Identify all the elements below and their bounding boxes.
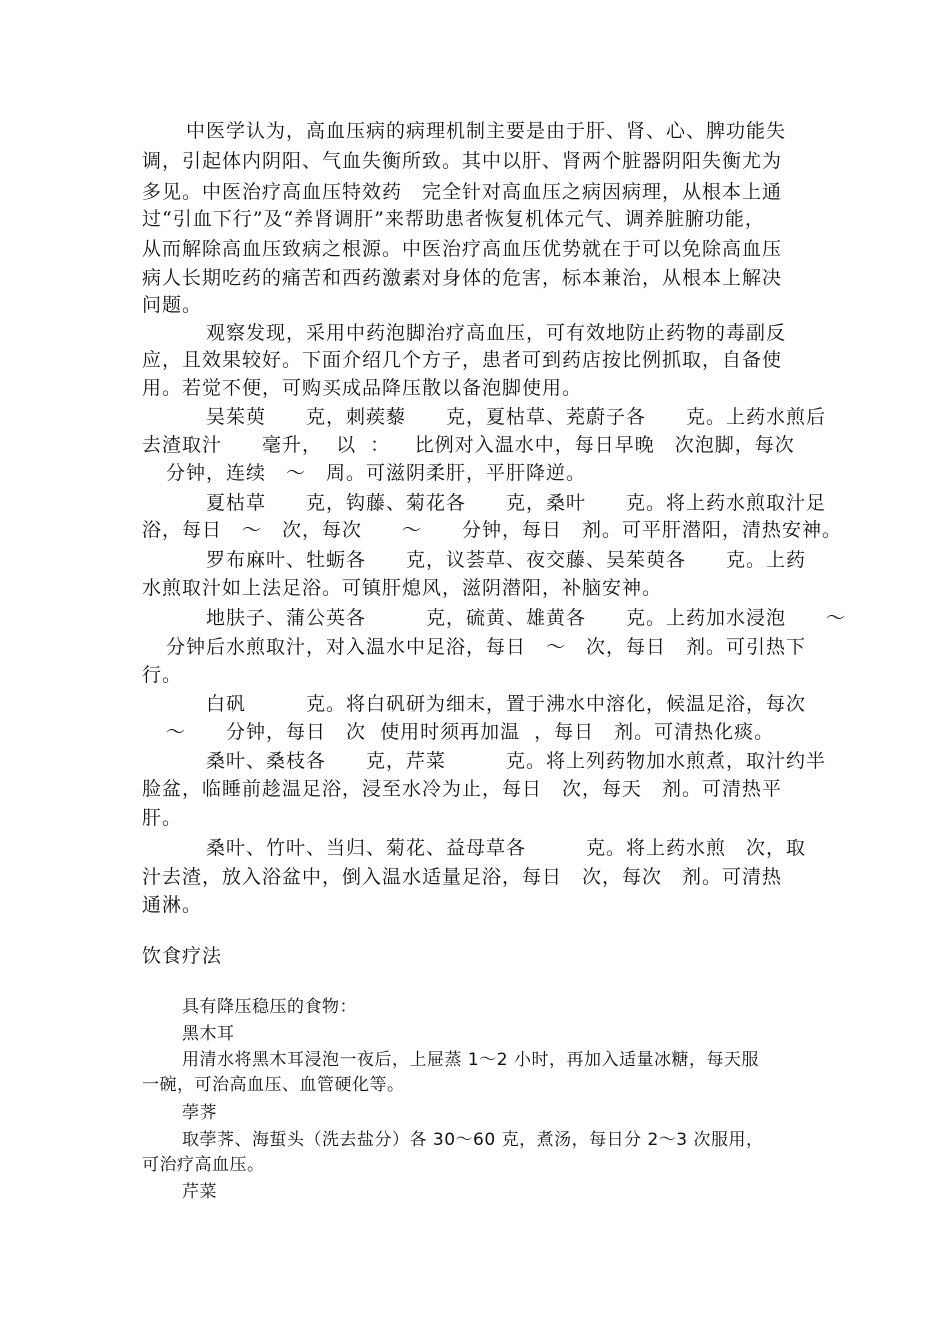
paragraph-line: 肝。: [142, 807, 183, 829]
paragraph-line: 桑叶、竹叶、当归、菊花、益母草各 克。将上药水煎 次，取: [206, 837, 807, 859]
paragraph-line: 中医学认为，高血压病的病理机制主要是由于肝、肾、心、脾功能失: [186, 120, 787, 142]
paragraph-line: 分钟，连续 ～ 周。可滋阴柔肝，平肝降逆。: [166, 462, 587, 484]
paragraph-line: 汁去渣，放入浴盆中，倒入温水适量足浴，每日 次，每次 剂。可清热: [142, 866, 783, 888]
paragraph-line: 问题。: [142, 294, 203, 316]
food-description-line: 可治疗高血压。: [142, 1155, 265, 1175]
food-name: 芹菜: [182, 1182, 217, 1202]
paragraph-line: 多见。中医治疗高血压特效药 完全针对高血压之病因病理，从根本上通: [142, 181, 783, 203]
paragraph-line: 行。: [142, 664, 183, 686]
paragraph-line: 桑叶、桑枝各 克，芹菜 克。将上列药物加水煎煮，取汁约半: [206, 750, 827, 772]
section-heading: 饮食疗法: [142, 945, 223, 967]
food-name: 荸荠: [182, 1103, 217, 1123]
paragraph-line: 脸盆，临睡前趁温足浴，浸至水冷为止，每日 次，每天 剂。可清热平: [142, 778, 783, 800]
paragraph-line: 吴茱萸 克，刺蒺藜 克，夏枯草、茺蔚子各 克。上药水煎后: [206, 406, 827, 428]
paragraph-line: 用。若觉不便，可购买成品降压散以备泡脚使用。: [142, 377, 583, 399]
diet-intro: 具有降压稳压的食物：: [182, 997, 357, 1017]
paragraph-line: 去渣取汁 毫升， 以 ： 比例对入温水中，每日早晚 次泡脚，每次: [142, 434, 795, 456]
food-description-line: 取荸荠、海蜇头（洗去盐分）各 30～60 克，煮汤，每日分 2～3 次服用，: [182, 1130, 764, 1150]
paragraph-line: 地肤子、蒲公英各 克，硫黄、雄黄各 克。上药加水浸泡 ～: [206, 607, 847, 629]
food-name: 黑木耳: [182, 1024, 235, 1044]
paragraph-line: 应，且效果较好。下面介绍几个方子，患者可到药店按比例抓取，自备使: [142, 349, 783, 371]
food-description-line: 用清水将黑木耳浸泡一夜后，上屉蒸 1～2 小时，再加入适量冰糖，每天服: [182, 1050, 759, 1070]
paragraph-line: 白矾 克。将白矾研为细末，置于沸水中溶化，候温足浴，每次: [206, 693, 807, 715]
paragraph-line: 浴，每日 ～ 次，每次 ～ 分钟，每日 剂。可平肝潜阳，清热安神。: [142, 519, 843, 541]
paragraph-line: 罗布麻叶、牡蛎各 克，议荟草、夜交藤、吴茱萸各 克。上药: [206, 549, 807, 571]
paragraph-line: 病人长期吃药的痛苦和西药激素对身体的危害，标本兼治，从根本上解决: [142, 267, 783, 289]
paragraph-line: 夏枯草 克，钩藤、菊花各 克，桑叶 克。将上药水煎取汁足: [206, 492, 827, 514]
food-description-line: 一碗，可治高血压、血管硬化等。: [142, 1075, 405, 1095]
paragraph-line: 观察发现，采用中药泡脚治疗高血压，可有效地防止药物的毒副反: [206, 322, 787, 344]
paragraph-line: 调，引起体内阴阳、气血失衡所致。其中以肝、肾两个脏器阴阳失衡尤为: [142, 150, 783, 172]
paragraph-line: 从而解除高血压致病之根源。中医治疗高血压优势就在于可以免除高血压: [142, 238, 783, 260]
paragraph-line: 分钟后水煎取汁，对入温水中足浴，每日 ～ 次，每日 剂。可引热下: [166, 636, 807, 658]
paragraph-line: 通淋。: [142, 894, 203, 916]
paragraph-line: 过“引血下行”及“养肾调肝”来帮助患者恢复机体元气、调养脏腑功能，: [142, 208, 765, 230]
paragraph-line: ～ 分钟，每日 次 使用时须再加温 ，每日 剂。可清热化痰。: [166, 721, 775, 743]
paragraph-line: 水煎取汁如上法足浴。可镇肝熄风，滋阴潜阳，补脑安神。: [142, 577, 663, 599]
